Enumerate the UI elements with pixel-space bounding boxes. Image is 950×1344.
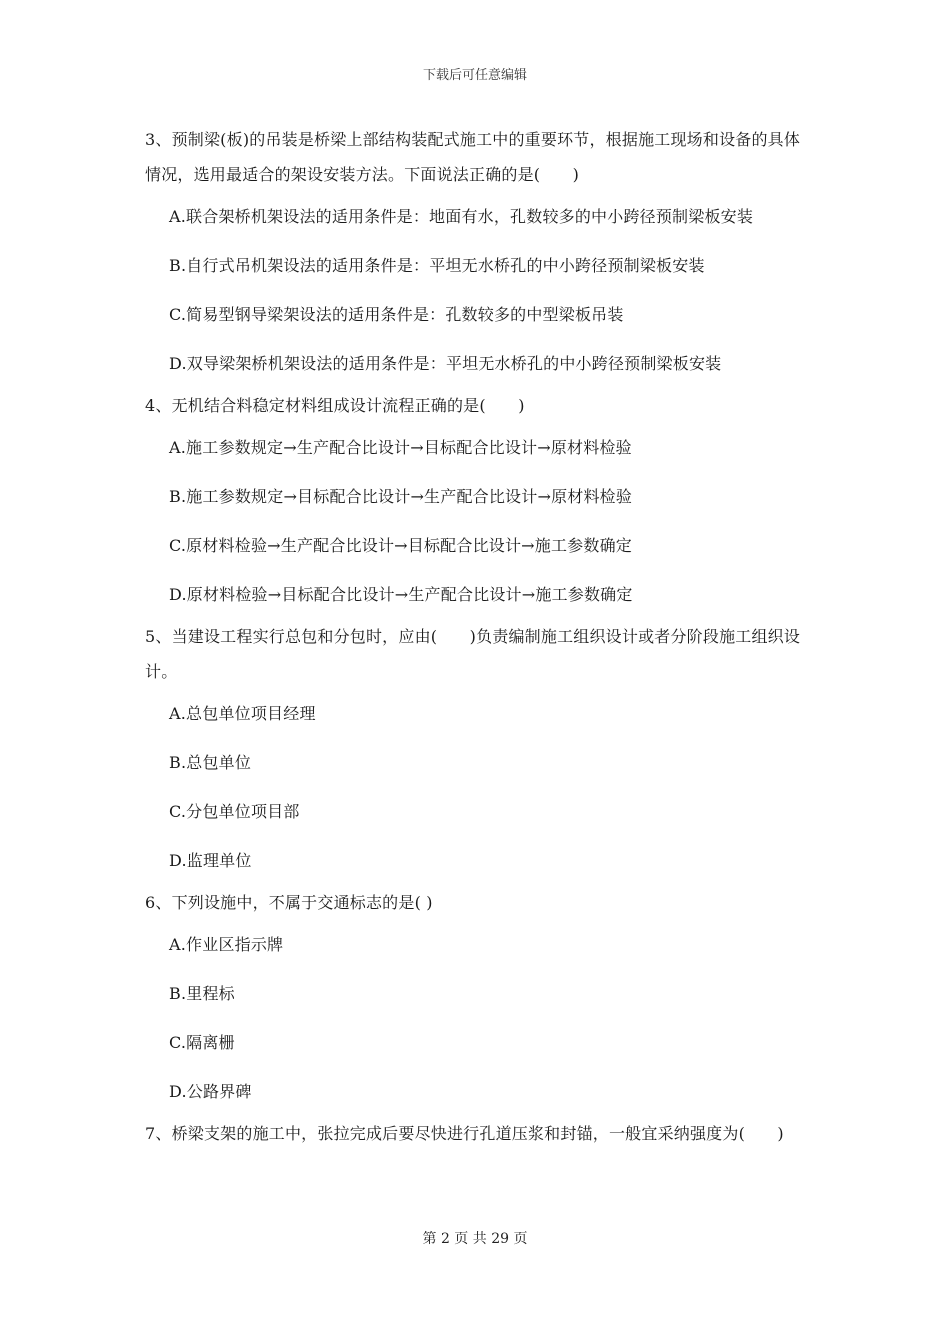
option-b: B.里程标 — [169, 984, 235, 1003]
question-6 — [145, 885, 813, 1109]
option-a: A.作业区指示牌 — [169, 935, 284, 954]
page-footer: 第 2 页 共 29 页 — [422, 1231, 528, 1247]
option-d: D.公路界碑 — [169, 1082, 252, 1101]
option-c: C.简易型钢导梁架设法的适用条件是：孔数较多的中型梁板吊装 — [169, 305, 624, 324]
page-header: 下载后可任意编辑 — [422, 68, 527, 83]
question-list — [145, 122, 813, 1158]
option-c: C.分包单位项目部 — [169, 802, 300, 821]
question-text: 6、下列设施中，不属于交通标志的是( ) — [145, 893, 433, 912]
option-d: D.原材料检验→目标配合比设计→生产配合比设计→施工参数确定 — [169, 585, 633, 604]
option-d: D.双导梁架桥机架设法的适用条件是：平坦无水桥孔的中小跨径预制梁板安装 — [169, 354, 722, 373]
option-a: A.总包单位项目经理 — [169, 704, 316, 723]
option-b: B.自行式吊机架设法的适用条件是：平坦无水桥孔的中小跨径预制梁板安装 — [169, 256, 705, 275]
option-d: D.监理单位 — [169, 851, 252, 870]
question-text: 3、预制梁(板)的吊装是桥梁上部结构装配式施工中的重要环节，根据施工现场和设备的具体情况，选用最适合的架设安装方法。下面说法正确的是( ) — [145, 130, 801, 184]
question-text: 7、桥梁支架的施工中，张拉完成后要尽快进行孔道压浆和封锚，一般宜采纳强度为( ) — [145, 1124, 784, 1143]
option-b: B.施工参数规定→目标配合比设计→生产配合比设计→原材料检验 — [169, 487, 633, 506]
option-b: B.总包单位 — [169, 753, 252, 772]
option-a: A.联合架桥机架设法的适用条件是：地面有水，孔数较多的中小跨径预制梁板安装 — [169, 207, 754, 226]
question-text: 4、无机结合料稳定材料组成设计流程正确的是( ) — [145, 396, 525, 415]
question-text: 5、当建设工程实行总包和分包时，应由( )负责编制施工组织设计或者分阶段施工组织设计。 — [145, 627, 801, 681]
option-c: C.原材料检验→生产配合比设计→目标配合比设计→施工参数确定 — [169, 536, 632, 555]
option-a: A.施工参数规定→生产配合比设计→目标配合比设计→原材料检验 — [169, 438, 632, 457]
question-7 — [145, 1116, 813, 1151]
question-3 — [145, 122, 813, 381]
question-5 — [145, 619, 813, 878]
question-4 — [145, 388, 813, 612]
option-c: C.隔离栅 — [169, 1033, 235, 1052]
